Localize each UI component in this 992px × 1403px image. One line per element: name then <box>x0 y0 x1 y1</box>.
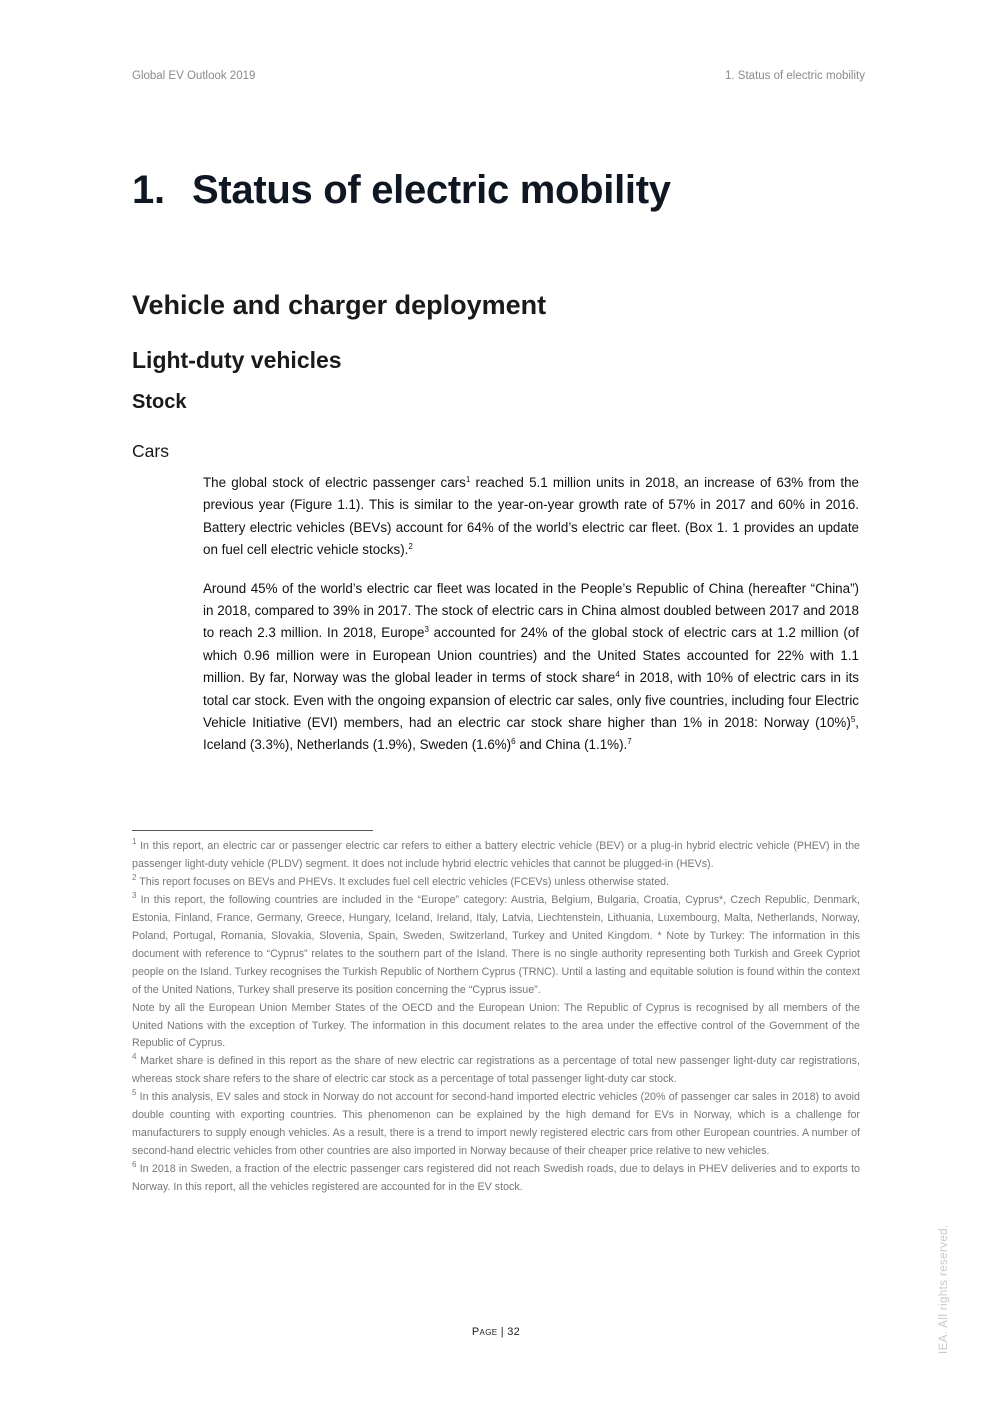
page-label: Page <box>471 1326 498 1338</box>
text-run: The global stock of electric passenger cars <box>203 475 466 490</box>
footnote <box>132 1161 860 1197</box>
footnote <box>132 1000 860 1054</box>
header-chapter-title: 1. Status of electric mobility <box>725 70 865 82</box>
chapter-title <box>132 168 671 213</box>
page-separator: | <box>497 1326 508 1338</box>
subsubsection-heading: Stock <box>132 391 187 413</box>
footnote-ref[interactable]: 5 <box>850 715 856 725</box>
text-run: reached 5.1 million units in 2018, an increase of 63% from the previous year (Figure 1.1). This is similar to the year-on-year growth rate of 57% in 2017 and 60% in 2016. Battery electric vehicles (BEVs) account for 64% of the world’s electric car fleet. (Box 1. 1 provides an update on fuel cell electric vehicle stocks). <box>203 475 859 558</box>
paragraph-2 <box>203 578 859 757</box>
footnote-text: In 2018 in Sweden, a fraction of the electric passenger cars registered did not reach Swedish roads, due to delays in PHEV deliveries and to exports to Norway. In this report, all the vehicles registered are accounted for in the EV stock. <box>132 1163 860 1194</box>
body-text <box>203 472 859 773</box>
footnote-mark: 4 <box>132 1052 137 1062</box>
footnote-mark: 1 <box>132 837 137 846</box>
footnote <box>132 892 860 1000</box>
page-number <box>0 1326 992 1338</box>
text-run: accounted for 24% of the global stock of electric cars at 1.2 million (of which 0.96 million were in European Union countries) and the United States accounted for 22% with 1.1 million. By far, Norway was the global leader in terms of stock share <box>203 625 859 686</box>
footnotes <box>132 838 860 1197</box>
footnote-mark: 5 <box>132 1088 137 1098</box>
footnote-text: In this report, an electric car or passenger electric car refers to either a battery electric vehicle (BEV) or a plug-in hybrid electric vehicle (PHEV) in the passenger light-duty vehicle (PLDV) segment. It does not include hybrid electric vehicles that cannot be plugged-in (HEVs). <box>132 840 860 870</box>
footnote-text: Market share is defined in this report as the share of new electric car registrations as a percentage of total new passenger light-duty car registrations, whereas stock share refers to the share of electric car stock as a percentage of total passenger light-duty car stock. <box>132 1055 860 1086</box>
footnote-ref[interactable]: 2 <box>408 542 413 552</box>
section-heading: Vehicle and charger deployment <box>132 290 547 320</box>
copyright-notice: IEA. All rights reserved. <box>938 1224 950 1354</box>
footnote <box>132 1053 860 1089</box>
footnote-text: In this report, the following countries are included in the “Europe” category: Austria, Belgium, Bulgaria, Croatia, Cyprus*, Czech Republic, Denmark, Estonia, Finland, France, Germany, Greece, Hungary, Iceland, Ireland, Italy, Latvia, Liechtenstein, Lithuania, Luxembourg, Malta, Netherlands, Norway, Poland, Portugal, Romania, Slovakia, Slovenia, Spain, Sweden, Switzerland, Turkey and United Kingdom. * Note by Turkey: The information in this document with reference to “Cyprus” relates to the southern part of the Island. There is no single authority representing both Turkish and Greek Cypriot people on the Island. Turkey recognises the Turkish Republic of Northern Cyprus (TRNC). Until a lasting and equitable solution is found within the context of the United Nations, Turkey shall preserve its position concerning the “Cyprus issue”. <box>132 893 860 996</box>
footnote-text: Note by all the European Union Member States of the OECD and the European Union: The Republic of Cyprus is recognised by all members of the United Nations with the exception of Turkey. The information in this document relates to the area under the effective control of the Government of the Republic of Cyprus. <box>132 1001 860 1050</box>
footnote <box>132 1089 860 1161</box>
footnote-mark: 2 <box>132 872 137 882</box>
footnote-text: In this analysis, EV sales and stock in Norway do not account for second-hand imported electric vehicles (20% of passenger car sales in 2018) to avoid double counting with exporting countries. This phenomenon can be explained by the high demand for EVs in Norway, which is a challenge for manufacturers to supply enough vehicles. As a result, there is a trend to import newly registered electric cars from other European countries. A number of second-hand electric vehicles from other countries are also imported in Norway because of their cheaper price relative to new vehicles. <box>132 1091 860 1158</box>
footnote <box>132 874 860 892</box>
chapter-title-text: Status of electric mobility <box>192 168 671 212</box>
footnote-ref[interactable]: 1 <box>465 475 471 484</box>
footnote-ref[interactable]: 4 <box>615 670 620 680</box>
footnote-mark: 3 <box>132 890 137 900</box>
footnote-ref[interactable]: 3 <box>424 625 429 635</box>
text-run: Around 45% of the world’s electric car fleet was located in the People’s Republic of China (hereafter “China”) in 2018, compared to 39% in 2017. The stock of electric cars in China almost doubled between 2017 and 2018 to reach 2.3 million. In 2018, Europe <box>203 580 859 641</box>
paragraph-1 <box>203 472 859 562</box>
footnote-ref[interactable]: 7 <box>627 737 632 747</box>
footnote-separator <box>132 830 373 831</box>
subsection-heading: Light-duty vehicles <box>132 347 342 373</box>
chapter-number: 1. <box>132 168 165 212</box>
footnote <box>132 838 860 874</box>
footnote-ref[interactable]: 6 <box>511 737 516 747</box>
page-number-value: 32 <box>507 1326 521 1338</box>
text-run: and China (1.1%). <box>515 737 628 753</box>
minor-heading: Cars <box>132 441 169 461</box>
footnote-mark: 6 <box>132 1160 137 1170</box>
text-run: in 2018, with 10% of electric cars in its total car stock. Even with the ongoing expansion of electric car sales, only five countries, including four Electric Vehicle Initiative (EVI) members, had an electric car stock share higher than 1% in 2018: Norway (10%) <box>203 670 859 731</box>
header-publication-title: Global EV Outlook 2019 <box>132 70 256 82</box>
text-run: , Iceland (3.3%), Netherlands (1.9%), Sweden (1.6%) <box>203 715 859 753</box>
footnote-text: This report focuses on BEVs and PHEVs. It excludes fuel cell electric vehicles (FCEVs) unless otherwise stated. <box>136 875 670 888</box>
